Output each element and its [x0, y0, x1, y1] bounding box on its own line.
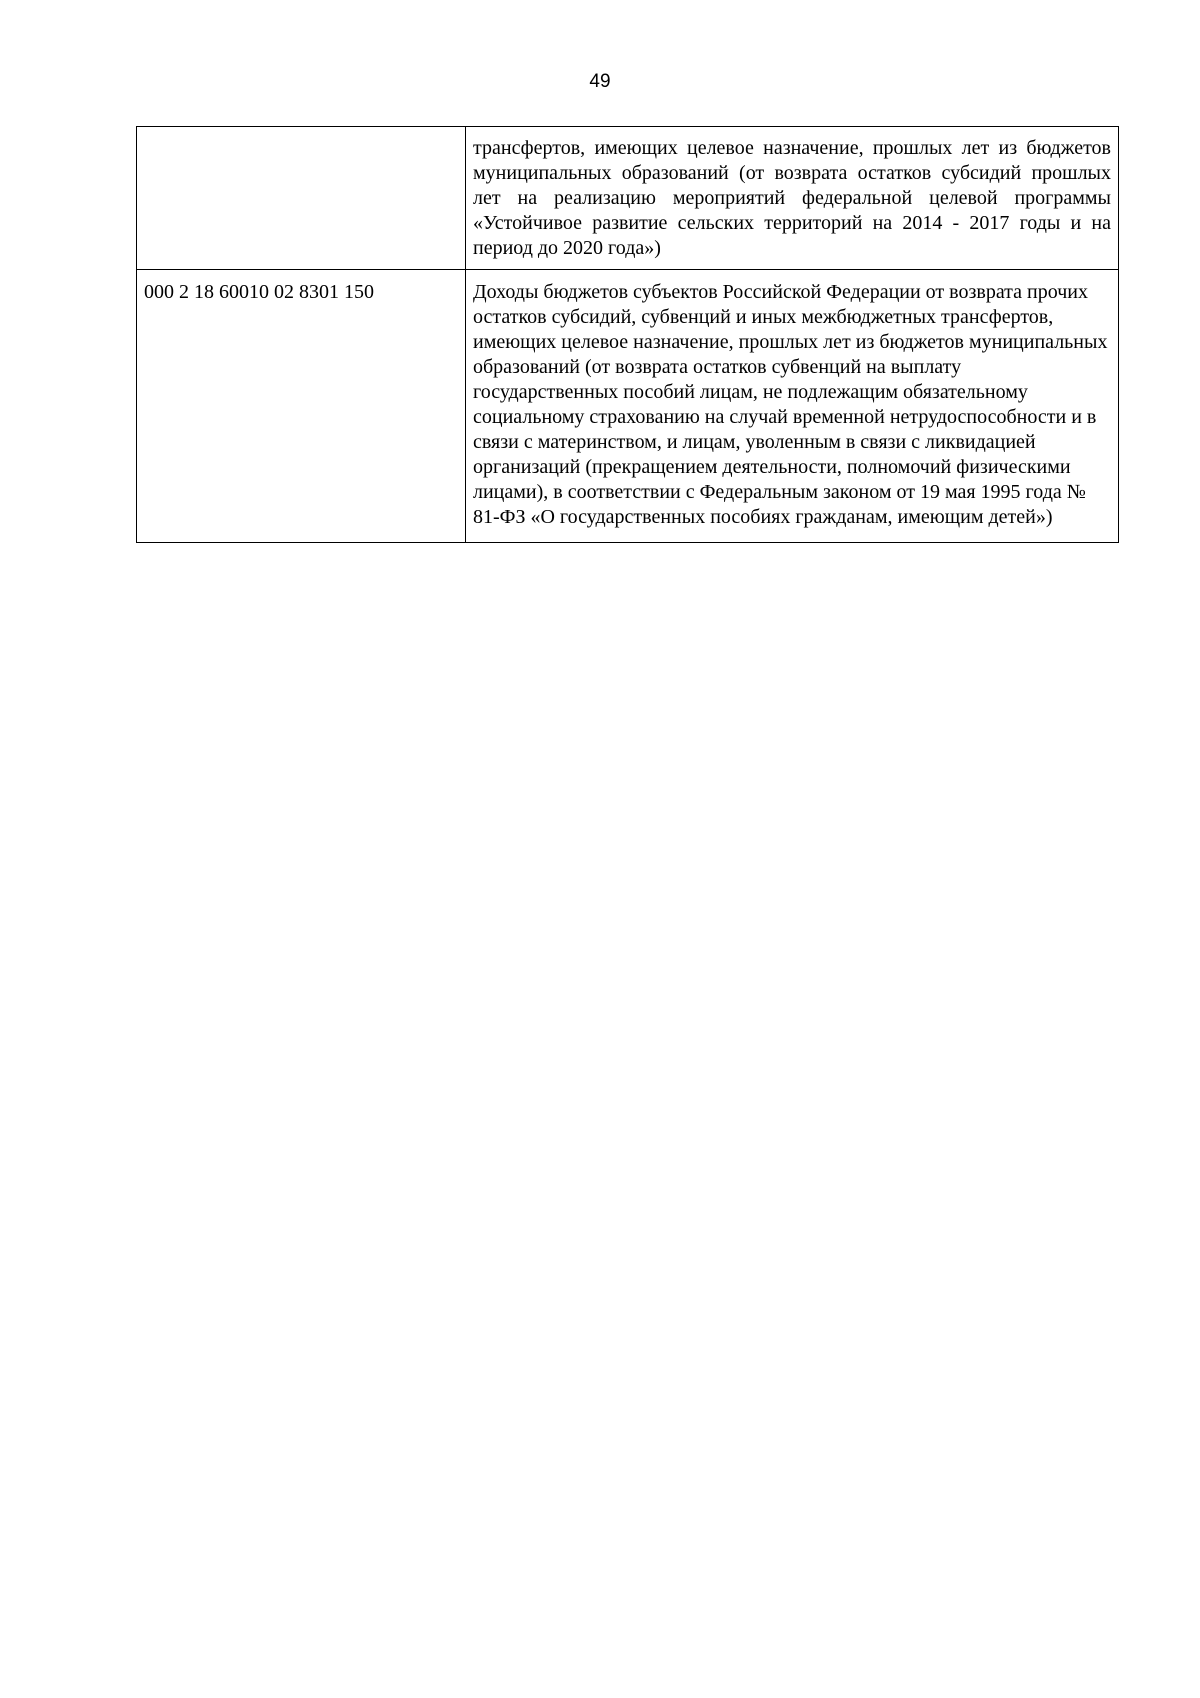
page-number: 49	[589, 71, 611, 92]
budget-code-cell	[137, 127, 466, 270]
table-row	[137, 127, 1119, 270]
budget-code-cell: 000 2 18 60010 02 8301 150	[137, 270, 466, 543]
description-cell: трансфертов, имеющих целевое назначение, прошлых лет из бюджетов муниципальных образований (от возврата остатков субсидий прошлых лет на реализацию мероприятий федеральной целевой программы «Устойчивое развитие сельских территорий на 2014 - 2017 годы и на период до 2020 года»)	[466, 127, 1119, 270]
table-row	[137, 270, 1119, 543]
budget-codes-table	[136, 126, 1119, 543]
description-cell: Доходы бюджетов субъектов Российской Федерации от возврата прочих остатков субсидий, субвенций и иных межбюджетных трансфертов, имеющих целевое назначение, прошлых лет из бюджетов муниципальных образований (от возврата остатков субвенций на выплату государственных пособий лицам, не подлежащим обязательному социальному страхованию на случай временной нетрудоспособности и в связи с материнством, и лицам, уволенным в связи с ликвидацией организаций (прекращением деятельности, полномочий физическими лицами), в соответствии с Федеральным законом от 19 мая 1995 года № 81-ФЗ «О государственных пособиях гражданам, имеющим детей»)	[466, 270, 1119, 543]
